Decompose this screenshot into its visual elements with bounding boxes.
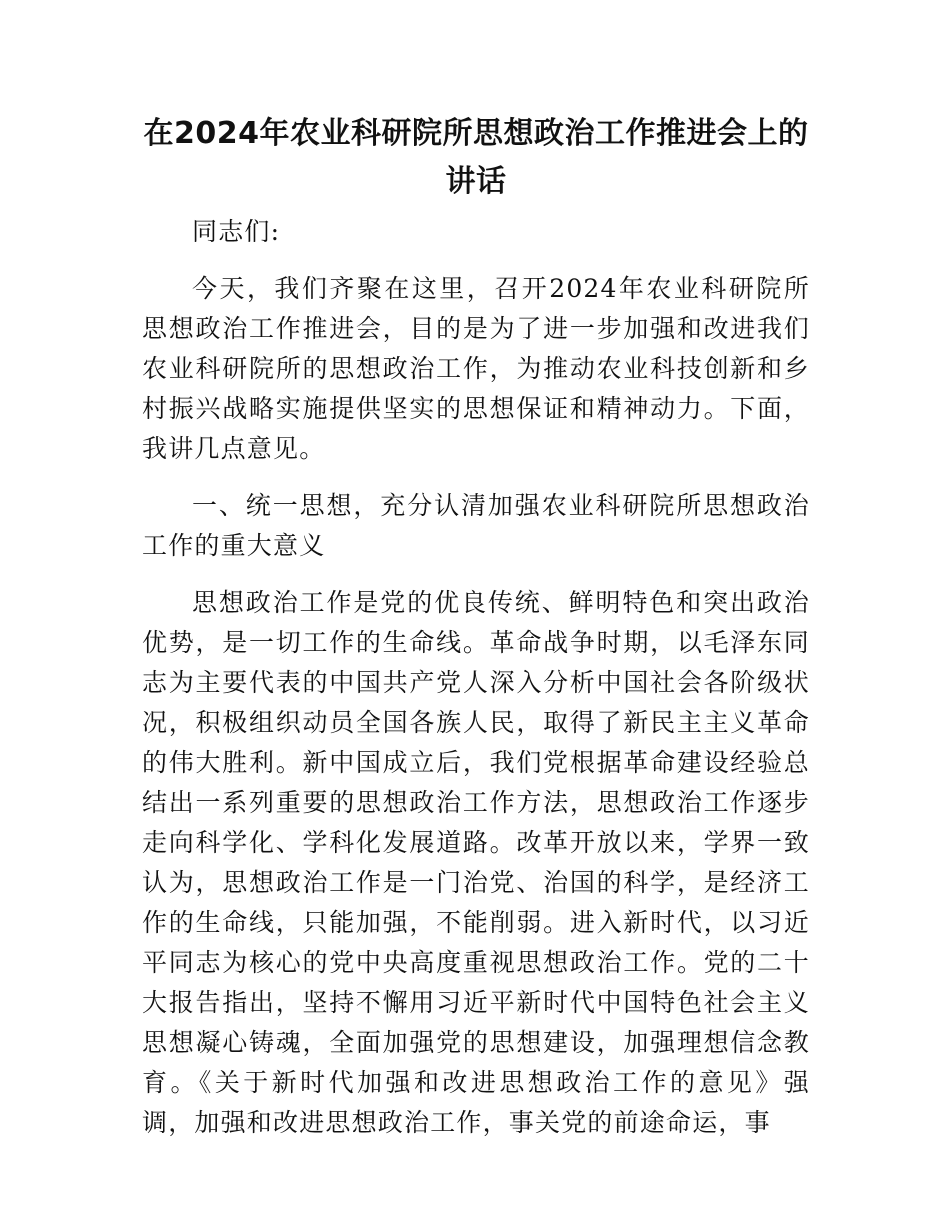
section-heading: 一、统一思想，充分认清加强农业科研院所思想政治工作的重大意义 [142,491,810,560]
body-paragraph: 思想政治工作是党的优良传统、鲜明特色和突出政治优势，是一切工作的生命线。革命战争时期，以毛泽东同志为主要代表的中国共产党人深入分析中国社会各阶级状况，积极组织动员全国各族人民，取得了新民主主义革命的伟大胜利。新中国成立后，我们党根据革命建设经验总结出一系列重要的思想政治工作方法，思想政治工作逐步走向科学化、学科化发展道路。改革开放以来，学界一致认为，思想政治工作是一门治党、治国的科学，是经济工作的生命线，只能加强，不能削弱。进入新时代，以习近平同志为核心的党中央高度重视思想政治工作。党的二十大报告指出，坚持不懈用习近平新时代中国特色社会主义思想凝心铸魂，全面加强党的思想建设，加强理想信念教育。《关于新时代加强和改进思想政治工作的意见》强调，加强和改进思想政治工作，事关党的前途命运，事 [142,588,810,1137]
document-title: 在2024年农业科研院所思想政治工作推进会上的讲话 [143,116,809,199]
intro-paragraph: 今天，我们齐聚在这里，召开2024年农业科研院所思想政治工作推进会，目的是为了进一步加强和改进我们农业科研院所的思想政治工作，为推动农业科技创新和乡村振兴战略实施提供坚实的思想保证和精神动力。下面，我讲几点意见。 [142,274,810,463]
document-page [142,110,810,1160]
salutation: 同志们: [192,217,281,246]
